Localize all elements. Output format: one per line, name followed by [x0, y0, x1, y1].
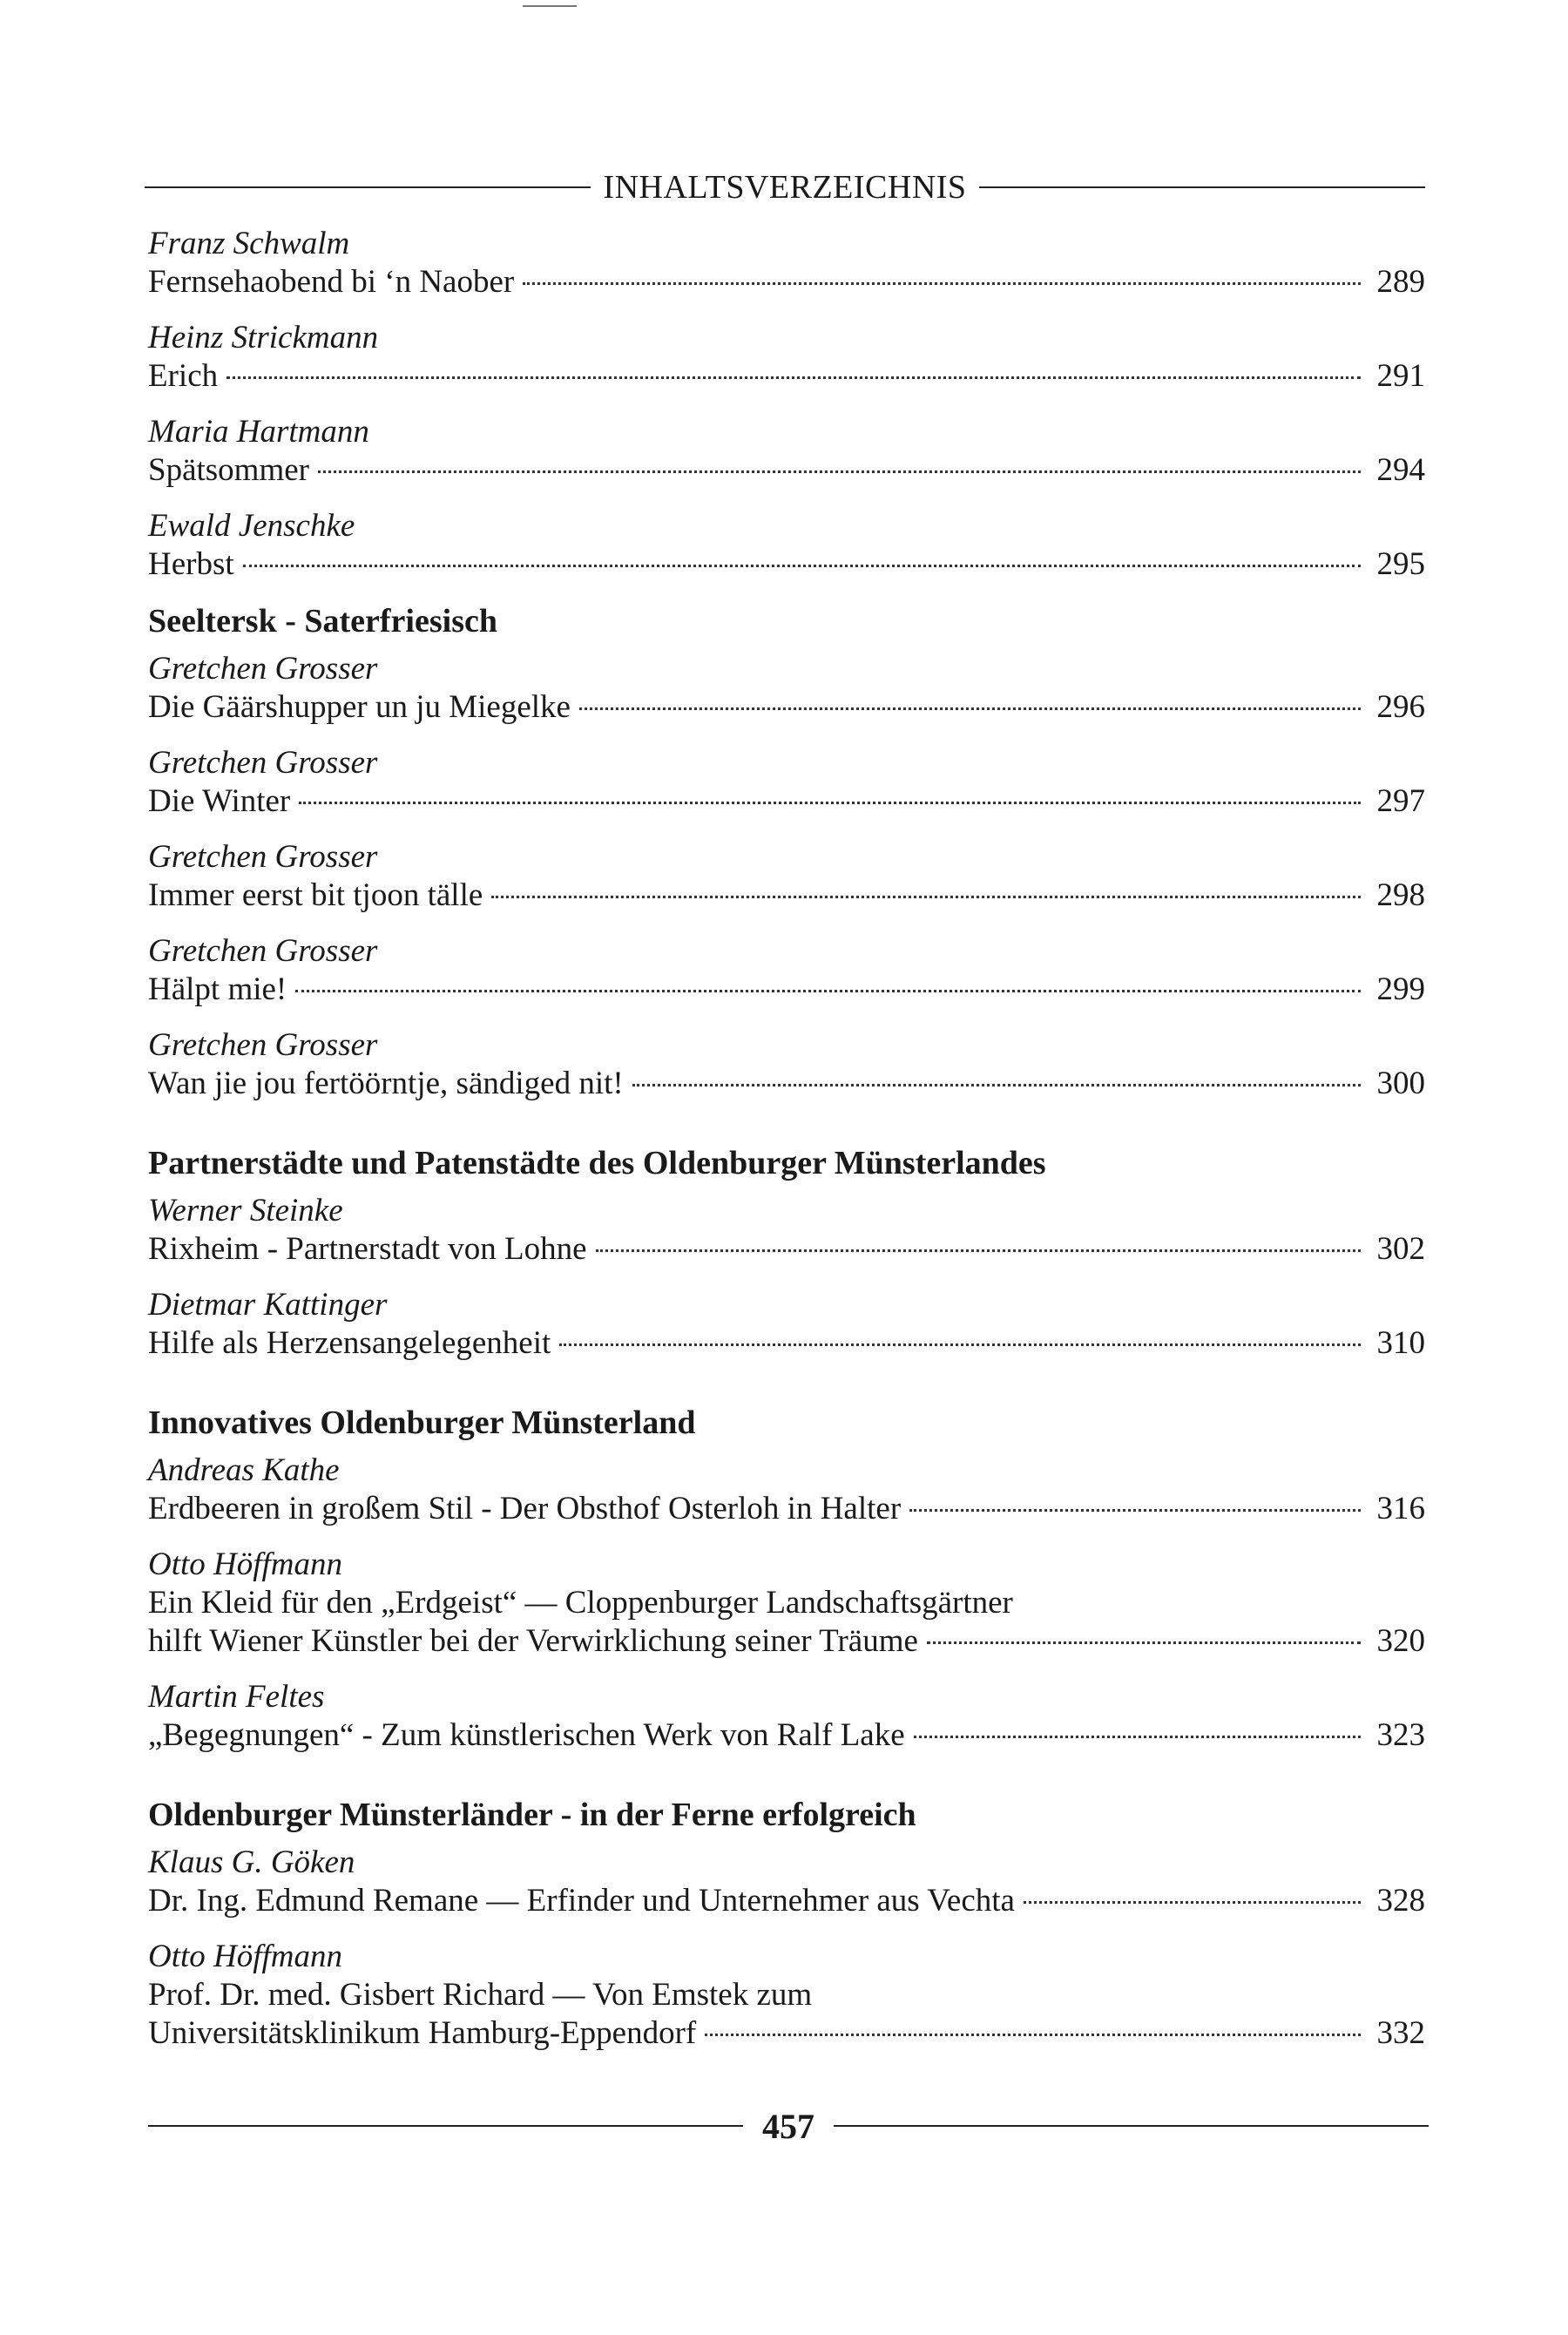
toc-entry-page: 310 — [1376, 1325, 1425, 1361]
toc-entry[interactable] — [148, 1938, 1425, 2053]
toc-entry-author: Otto Höffmann — [148, 1547, 343, 1582]
page-title: INHALTSVERZEICHNIS — [603, 169, 967, 206]
toc-entry-author: Heinz Strickmann — [148, 320, 379, 355]
toc-entry-line — [148, 1716, 1425, 1755]
toc-entry[interactable] — [148, 650, 1425, 727]
footer-rule-right — [834, 2125, 1429, 2127]
dot-leader — [914, 1736, 1361, 1738]
toc-entry-author: Maria Hartmann — [148, 414, 369, 450]
toc-entry-title: Wan jie jou fertöörntje, sändiged nit! — [148, 1066, 624, 1101]
toc-entry-author: Martin Feltes — [148, 1679, 325, 1715]
toc-entry[interactable] — [148, 507, 1425, 584]
toc-entry-author: Dietmar Kattinger — [148, 1287, 388, 1323]
page-header — [145, 166, 1425, 209]
toc-entry-author: Gretchen Grosser — [148, 651, 378, 687]
toc-entry[interactable] — [148, 413, 1425, 490]
toc-entry-title-line1: Ein Kleid für den „Erdgeist“ — Cloppenburger Landschaftsgärtner — [148, 1585, 1013, 1621]
toc-entry-line — [148, 688, 1425, 727]
toc-entry-line — [148, 2014, 1425, 2053]
dot-leader — [705, 2034, 1361, 2036]
toc-entry-page: 320 — [1376, 1623, 1425, 1659]
toc-entry[interactable] — [148, 319, 1425, 396]
toc-entry-page: 298 — [1376, 877, 1425, 913]
toc-section-heading: Oldenburger Münsterländer - in der Ferne erfolgreich — [148, 1797, 916, 1833]
dot-leader — [226, 376, 1361, 379]
toc-entry[interactable] — [148, 744, 1425, 821]
toc-entry[interactable] — [148, 1452, 1425, 1528]
toc-entry-author: Franz Schwalm — [148, 226, 350, 261]
toc-entry-title: Die Gäärshupper un ju Miegelke — [148, 689, 571, 725]
toc-entry-title: Hälpt mie! — [148, 971, 287, 1007]
toc-entry-page: 299 — [1376, 971, 1425, 1007]
toc-entry-line — [148, 876, 1425, 915]
toc-entry[interactable] — [148, 1678, 1425, 1755]
toc-entry-line — [148, 1622, 1425, 1661]
toc-entry-line — [148, 451, 1425, 490]
dot-leader — [523, 282, 1361, 285]
toc-entry-author: Gretchen Grosser — [148, 745, 378, 781]
toc-entry-title: Spätsommer — [148, 452, 309, 488]
dot-leader — [1024, 1901, 1361, 1904]
toc-entry-page: 296 — [1376, 689, 1425, 725]
toc-entry-line — [148, 357, 1425, 396]
toc-entry-title: hilft Wiener Künstler bei der Verwirklichung seiner Träume — [148, 1623, 918, 1659]
footer-rule-left — [148, 2125, 743, 2127]
dot-leader — [243, 565, 1361, 567]
toc-entry-author: Klaus G. Göken — [148, 1844, 355, 1880]
toc-entry-title: Erich — [148, 358, 219, 394]
toc-entry-line — [148, 1230, 1425, 1269]
dot-leader — [491, 896, 1361, 898]
toc-entry[interactable] — [148, 1286, 1425, 1363]
toc-entry-title: Erdbeeren in großem Stil - Der Obsthof Osterloh in Halter — [148, 1491, 902, 1526]
dot-leader — [579, 707, 1361, 710]
toc-entry-page: 332 — [1376, 2015, 1425, 2051]
dot-leader — [295, 990, 1361, 992]
toc-entry-page: 316 — [1376, 1491, 1425, 1526]
toc-entry[interactable] — [148, 838, 1425, 915]
toc-entry-title: Herbst — [148, 546, 234, 582]
table-of-contents — [148, 225, 1425, 2070]
toc-entry-page: 300 — [1376, 1066, 1425, 1101]
toc-entry-author: Gretchen Grosser — [148, 839, 378, 875]
toc-entry-page: 295 — [1376, 546, 1425, 582]
dot-leader — [318, 470, 1361, 473]
toc-entry-author: Gretchen Grosser — [148, 1027, 378, 1063]
page-footer — [148, 2102, 1429, 2150]
toc-entry-page: 323 — [1376, 1717, 1425, 1753]
page-number: 457 — [762, 2106, 814, 2146]
toc-entry-page: 294 — [1376, 452, 1425, 488]
toc-entry-title: Die Winter — [148, 783, 291, 819]
toc-entry-author: Werner Steinke — [148, 1193, 343, 1228]
toc-section-heading: Partnerstädte und Patenstädte des Oldenburger Münsterlandes — [148, 1145, 1046, 1181]
dot-leader — [299, 802, 1361, 804]
toc-entry-title: Immer eerst bit tjoon tälle — [148, 877, 483, 913]
toc-entry[interactable] — [148, 932, 1425, 1009]
toc-entry-page: 328 — [1376, 1883, 1425, 1919]
toc-entry[interactable] — [148, 1026, 1425, 1103]
dot-leader — [909, 1509, 1361, 1512]
toc-entry-author: Ewald Jenschke — [148, 508, 355, 544]
toc-entry[interactable] — [148, 1844, 1425, 1920]
toc-entry-line — [148, 971, 1425, 1009]
toc-entry-title: „Begegnungen“ - Zum künstlerischen Werk von Ralf Lake — [148, 1717, 905, 1753]
toc-entry-author: Otto Höffmann — [148, 1939, 343, 1974]
dot-leader — [596, 1249, 1361, 1252]
toc-entry-line — [148, 1490, 1425, 1528]
toc-entry-line — [148, 263, 1425, 301]
dot-leader — [632, 1084, 1361, 1086]
toc-entry-title: Universitätsklinikum Hamburg-Eppendorf — [148, 2015, 697, 2051]
toc-entry-line — [148, 1882, 1425, 1920]
toc-entry[interactable] — [148, 1192, 1425, 1269]
dot-leader — [927, 1641, 1361, 1644]
toc-entry[interactable] — [148, 225, 1425, 301]
toc-entry-title: Fernsehaobend bi ‘n Naober — [148, 264, 515, 300]
toc-entry-line — [148, 1065, 1425, 1103]
toc-entry-page: 302 — [1376, 1231, 1425, 1267]
toc-section-heading: Innovatives Oldenburger Münsterland — [148, 1404, 696, 1441]
toc-entry-title: Hilfe als Herzensangelegenheit — [148, 1325, 551, 1361]
toc-entry-page: 297 — [1376, 783, 1425, 819]
dot-leader — [559, 1343, 1361, 1346]
toc-section-heading: Seeltersk - Saterfriesisch — [148, 603, 497, 640]
toc-entry-title: Rixheim - Partnerstadt von Lohne — [148, 1231, 587, 1267]
toc-entry-line — [148, 782, 1425, 821]
header-rule-right — [979, 186, 1425, 188]
toc-entry-author: Andreas Kathe — [148, 1452, 340, 1488]
toc-entry-page: 289 — [1376, 264, 1425, 300]
toc-entry-title-line1: Prof. Dr. med. Gisbert Richard — Von Emstek zum — [148, 1977, 813, 2013]
top-mark — [523, 5, 577, 7]
toc-entry-title: Dr. Ing. Edmund Remane — Erfinder und Unternehmer aus Vechta — [148, 1883, 1015, 1919]
toc-entry-line — [148, 545, 1425, 584]
toc-entry[interactable] — [148, 1546, 1425, 1661]
header-rule-left — [145, 186, 591, 188]
toc-entry-page: 291 — [1376, 358, 1425, 394]
toc-entry-author: Gretchen Grosser — [148, 933, 378, 969]
toc-entry-line — [148, 1324, 1425, 1363]
